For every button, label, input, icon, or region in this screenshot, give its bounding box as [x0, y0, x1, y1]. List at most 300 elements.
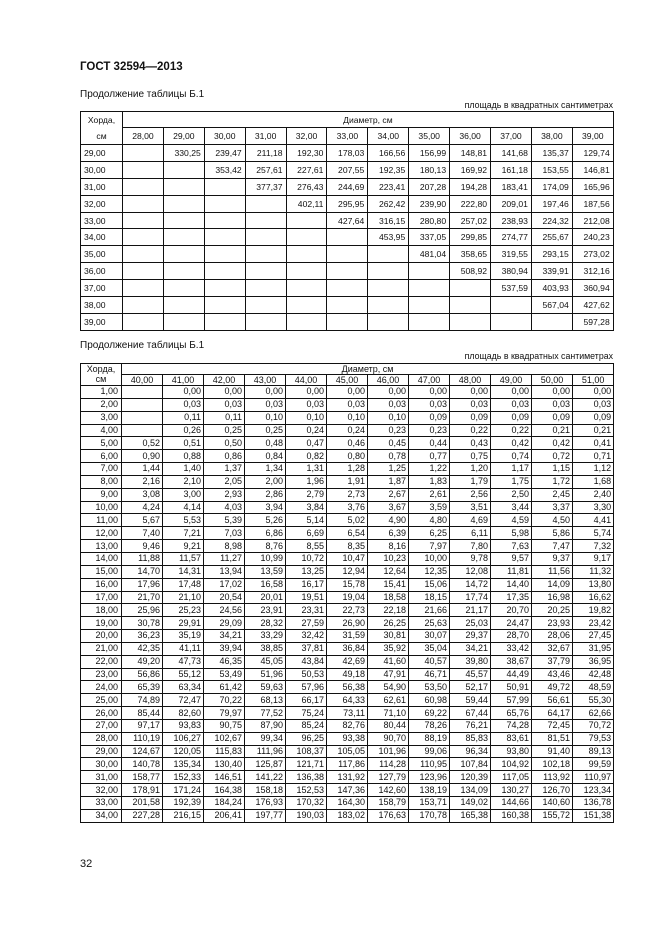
- area-cell: 11,88: [122, 552, 163, 565]
- area-cell: 158,79: [368, 797, 409, 810]
- area-cell: 216,15: [163, 809, 204, 822]
- diameter-column-header: 33,00: [327, 128, 368, 145]
- table-row: [81, 565, 614, 578]
- area-cell: 3,30: [573, 501, 614, 514]
- chord-header-unit: см: [81, 375, 122, 386]
- area-cell: 0,03: [532, 398, 573, 411]
- diameter-column-header: 41,00: [163, 375, 204, 386]
- area-cell: 1,44: [122, 463, 163, 476]
- diameter-column-header: 36,00: [450, 128, 491, 145]
- chord-cell: 11,00: [81, 514, 122, 527]
- chord-cell: 21,00: [81, 642, 122, 655]
- area-cell: 130,40: [204, 758, 245, 771]
- chord-header-unit: см: [81, 128, 123, 145]
- area-cell: [122, 411, 163, 424]
- diameter-column-header: 29,00: [163, 128, 204, 145]
- area-cell: 2,45: [532, 488, 573, 501]
- area-cell: 0,72: [532, 450, 573, 463]
- area-cell: 82,76: [327, 719, 368, 732]
- area-cell: 76,21: [450, 719, 491, 732]
- area-cell: 16,17: [286, 578, 327, 591]
- area-cell: 295,95: [327, 195, 368, 212]
- chord-cell: 29,00: [81, 745, 122, 758]
- chord-cell: 37,00: [81, 280, 123, 297]
- area-cell: [123, 178, 164, 195]
- area-cell: 2,56: [450, 488, 491, 501]
- diameter-column-header: 30,00: [204, 128, 245, 145]
- table1: [80, 111, 614, 331]
- table-row: [81, 604, 614, 617]
- area-cell: [163, 212, 204, 229]
- area-cell: 160,38: [491, 809, 532, 822]
- area-cell: 201,58: [122, 797, 163, 810]
- table-row: [81, 246, 614, 263]
- area-cell: 1,87: [368, 475, 409, 488]
- area-cell: 115,83: [204, 745, 245, 758]
- table-row: [81, 655, 614, 668]
- area-cell: 50,53: [286, 668, 327, 681]
- chord-header: Хорда,: [81, 364, 122, 375]
- area-cell: 0,26: [163, 424, 204, 437]
- area-cell: 99,34: [245, 732, 286, 745]
- table-row: [81, 668, 614, 681]
- area-cell: 8,98: [204, 540, 245, 553]
- area-cell: 174,09: [531, 178, 572, 195]
- area-cell: 3,84: [286, 501, 327, 514]
- area-cell: 239,90: [409, 195, 450, 212]
- area-cell: 97,17: [122, 719, 163, 732]
- area-cell: 4,69: [450, 514, 491, 527]
- area-cell: 5,67: [122, 514, 163, 527]
- area-cell: [368, 297, 409, 314]
- area-cell: 79,97: [204, 707, 245, 720]
- area-cell: 0,03: [573, 398, 614, 411]
- table-row: [81, 809, 614, 822]
- area-cell: 2,10: [163, 475, 204, 488]
- area-cell: 87,90: [245, 719, 286, 732]
- area-cell: 7,32: [573, 540, 614, 553]
- area-cell: 22,18: [368, 604, 409, 617]
- area-cell: 11,32: [573, 565, 614, 578]
- chord-cell: 20,00: [81, 630, 122, 643]
- chord-cell: 32,00: [81, 784, 122, 797]
- area-cell: 45,05: [245, 655, 286, 668]
- area-cell: 6,54: [327, 527, 368, 540]
- area-cell: 120,39: [450, 771, 491, 784]
- area-cell: 41,11: [163, 642, 204, 655]
- area-cell: 170,32: [286, 797, 327, 810]
- area-cell: [204, 246, 245, 263]
- page-number: 32: [80, 858, 93, 870]
- chord-cell: 3,00: [81, 411, 122, 424]
- area-cell: 0,21: [532, 424, 573, 437]
- chord-cell: 28,00: [81, 732, 122, 745]
- area-cell: 0,22: [491, 424, 532, 437]
- area-cell: 4,90: [368, 514, 409, 527]
- area-cell: 156,99: [409, 145, 450, 162]
- chord-header: Хорда,: [81, 112, 123, 128]
- area-cell: 169,92: [450, 161, 491, 178]
- area-cell: 6,25: [409, 527, 450, 540]
- diameter-column-header: 50,00: [532, 375, 573, 386]
- area-cell: [163, 195, 204, 212]
- area-cell: 239,47: [204, 145, 245, 162]
- area-cell: 4,50: [532, 514, 573, 527]
- area-cell: 129,74: [572, 145, 613, 162]
- area-cell: 176,93: [245, 797, 286, 810]
- area-cell: 64,17: [532, 707, 573, 720]
- area-cell: 29,37: [450, 630, 491, 643]
- area-cell: [204, 280, 245, 297]
- area-cell: 0,82: [286, 450, 327, 463]
- area-cell: 0,10: [245, 411, 286, 424]
- area-cell: 105,05: [327, 745, 368, 758]
- table-row: [81, 195, 614, 212]
- area-cell: 124,67: [122, 745, 163, 758]
- area-cell: 353,42: [204, 161, 245, 178]
- area-cell: 0,09: [450, 411, 491, 424]
- area-cell: 206,41: [204, 809, 245, 822]
- area-cell: 117,86: [327, 758, 368, 771]
- area-cell: [245, 195, 286, 212]
- area-cell: 45,57: [450, 668, 491, 681]
- chord-cell: 38,00: [81, 297, 123, 314]
- area-cell: 192,35: [368, 161, 409, 178]
- area-cell: [123, 263, 164, 280]
- area-cell: 9,17: [573, 552, 614, 565]
- area-cell: 0,09: [573, 411, 614, 424]
- area-cell: 0,90: [122, 450, 163, 463]
- area-cell: [327, 229, 368, 246]
- area-cell: 312,16: [572, 263, 613, 280]
- area-cell: 380,94: [491, 263, 532, 280]
- area-cell: 0,00: [368, 386, 409, 399]
- area-cell: 164,30: [327, 797, 368, 810]
- table-row: [81, 212, 614, 229]
- area-cell: 0,03: [327, 398, 368, 411]
- area-cell: 149,02: [450, 797, 491, 810]
- area-cell: [491, 313, 532, 330]
- area-cell: 23,31: [286, 604, 327, 617]
- area-cell: 37,81: [286, 642, 327, 655]
- area-cell: 0,23: [409, 424, 450, 437]
- area-cell: 183,41: [491, 178, 532, 195]
- chord-cell: 4,00: [81, 424, 122, 437]
- area-cell: 125,87: [245, 758, 286, 771]
- area-cell: 43,84: [286, 655, 327, 668]
- area-cell: 32,42: [286, 630, 327, 643]
- area-cell: 69,22: [409, 707, 450, 720]
- area-cell: 3,67: [368, 501, 409, 514]
- area-cell: 135,34: [163, 758, 204, 771]
- area-cell: 21,70: [122, 591, 163, 604]
- area-cell: 257,61: [245, 161, 286, 178]
- chord-cell: 29,00: [81, 145, 123, 162]
- area-cell: 56,38: [327, 681, 368, 694]
- area-cell: 165,38: [450, 809, 491, 822]
- table-row: [81, 178, 614, 195]
- diameter-column-header: 39,00: [572, 128, 613, 145]
- area-cell: [368, 246, 409, 263]
- chord-cell: 34,00: [81, 809, 122, 822]
- area-cell: 1,34: [245, 463, 286, 476]
- area-cell: [368, 313, 409, 330]
- area-cell: 151,38: [573, 809, 614, 822]
- area-cell: 5,02: [327, 514, 368, 527]
- area-cell: 1,75: [491, 475, 532, 488]
- table-row: [81, 552, 614, 565]
- area-cell: 52,17: [450, 681, 491, 694]
- area-cell: 61,42: [204, 681, 245, 694]
- area-cell: 64,33: [327, 694, 368, 707]
- area-cell: 99,59: [573, 758, 614, 771]
- table-row: [81, 642, 614, 655]
- chord-cell: 7,00: [81, 463, 122, 476]
- area-cell: 5,86: [532, 527, 573, 540]
- area-cell: 3,59: [409, 501, 450, 514]
- area-cell: 55,30: [573, 694, 614, 707]
- area-cell: [245, 212, 286, 229]
- area-cell: 14,72: [450, 578, 491, 591]
- area-cell: 1,68: [573, 475, 614, 488]
- area-cell: 141,68: [491, 145, 532, 162]
- area-cell: 178,03: [327, 145, 368, 162]
- area-cell: 99,06: [409, 745, 450, 758]
- area-cell: 110,95: [409, 758, 450, 771]
- chord-cell: 22,00: [81, 655, 122, 668]
- diameter-column-header: 49,00: [491, 375, 532, 386]
- area-cell: 134,09: [450, 784, 491, 797]
- area-cell: [245, 229, 286, 246]
- area-cell: 6,69: [286, 527, 327, 540]
- area-cell: 30,78: [122, 617, 163, 630]
- table-row: [81, 161, 614, 178]
- area-cell: 0,51: [163, 437, 204, 450]
- area-cell: 0,24: [327, 424, 368, 437]
- area-cell: 63,34: [163, 681, 204, 694]
- area-cell: 222,80: [450, 195, 491, 212]
- area-cell: 135,37: [531, 145, 572, 162]
- area-cell: [368, 263, 409, 280]
- area-cell: 81,51: [532, 732, 573, 745]
- table-row: [81, 280, 614, 297]
- chord-cell: 15,00: [81, 565, 122, 578]
- table-row: [81, 463, 614, 476]
- area-cell: 0,09: [532, 411, 573, 424]
- area-cell: 146,51: [204, 771, 245, 784]
- area-cell: 4,41: [573, 514, 614, 527]
- table-row: [81, 229, 614, 246]
- area-cell: 70,72: [573, 719, 614, 732]
- area-cell: [286, 313, 327, 330]
- area-cell: 0,41: [573, 437, 614, 450]
- area-cell: 597,28: [572, 313, 613, 330]
- area-cell: 7,40: [122, 527, 163, 540]
- area-cell: 7,97: [409, 540, 450, 553]
- area-cell: 0,88: [163, 450, 204, 463]
- area-cell: [163, 313, 204, 330]
- area-cell: 30,07: [409, 630, 450, 643]
- area-cell: 567,04: [531, 297, 572, 314]
- area-cell: 47,91: [368, 668, 409, 681]
- area-cell: 23,93: [532, 617, 573, 630]
- area-cell: 62,66: [573, 707, 614, 720]
- area-cell: 47,73: [163, 655, 204, 668]
- area-cell: 0,09: [491, 411, 532, 424]
- table-row: [81, 437, 614, 450]
- area-cell: 50,91: [491, 681, 532, 694]
- area-cell: 8,55: [286, 540, 327, 553]
- area-cell: 27,45: [573, 630, 614, 643]
- area-cell: 403,93: [531, 280, 572, 297]
- area-cell: 257,02: [450, 212, 491, 229]
- area-cell: 25,96: [122, 604, 163, 617]
- diameter-column-header: 37,00: [491, 128, 532, 145]
- table-row: [81, 745, 614, 758]
- area-cell: 59,44: [450, 694, 491, 707]
- area-cell: 57,99: [491, 694, 532, 707]
- area-cell: 24,56: [204, 604, 245, 617]
- table-row: [81, 263, 614, 280]
- area-cell: 9,78: [450, 552, 491, 565]
- area-cell: 10,00: [409, 552, 450, 565]
- area-cell: 8,16: [368, 540, 409, 553]
- area-cell: 41,60: [368, 655, 409, 668]
- area-cell: 5,26: [245, 514, 286, 527]
- area-cell: 65,39: [122, 681, 163, 694]
- area-cell: 3,76: [327, 501, 368, 514]
- area-cell: 36,84: [327, 642, 368, 655]
- area-cell: 77,52: [245, 707, 286, 720]
- area-cell: 14,09: [532, 578, 573, 591]
- area-cell: [123, 297, 164, 314]
- area-cell: 12,64: [368, 565, 409, 578]
- area-cell: 0,09: [409, 411, 450, 424]
- area-cell: 17,35: [491, 591, 532, 604]
- area-cell: 7,21: [163, 527, 204, 540]
- area-cell: [204, 263, 245, 280]
- chord-cell: 36,00: [81, 263, 123, 280]
- area-cell: 0,03: [163, 398, 204, 411]
- chord-cell: 5,00: [81, 437, 122, 450]
- area-cell: 17,48: [163, 578, 204, 591]
- area-cell: 71,10: [368, 707, 409, 720]
- area-cell: 1,22: [409, 463, 450, 476]
- area-cell: 131,92: [327, 771, 368, 784]
- table-row: [81, 784, 614, 797]
- area-cell: 0,03: [368, 398, 409, 411]
- chord-cell: 24,00: [81, 681, 122, 694]
- area-cell: 1,83: [409, 475, 450, 488]
- area-cell: 93,38: [327, 732, 368, 745]
- area-cell: 12,08: [450, 565, 491, 578]
- area-cell: 339,91: [531, 263, 572, 280]
- area-cell: 183,02: [327, 809, 368, 822]
- area-cell: 2,00: [245, 475, 286, 488]
- area-cell: 0,48: [245, 437, 286, 450]
- area-cell: 2,16: [122, 475, 163, 488]
- area-cell: 197,77: [245, 809, 286, 822]
- area-cell: 8,76: [245, 540, 286, 553]
- area-cell: 80,44: [368, 719, 409, 732]
- area-cell: 10,47: [327, 552, 368, 565]
- diameter-column-header: 35,00: [409, 128, 450, 145]
- table-row: [81, 386, 614, 399]
- area-cell: 36,95: [573, 655, 614, 668]
- diameter-column-header: 38,00: [531, 128, 572, 145]
- area-cell: 75,24: [286, 707, 327, 720]
- area-cell: 88,19: [409, 732, 450, 745]
- area-cell: 180,13: [409, 161, 450, 178]
- area-cell: 40,57: [409, 655, 450, 668]
- area-cell: 0,80: [327, 450, 368, 463]
- table2: [80, 363, 614, 823]
- diameter-column-header: 28,00: [123, 128, 164, 145]
- area-cell: 0,84: [245, 450, 286, 463]
- area-cell: 57,96: [286, 681, 327, 694]
- area-cell: 20,25: [532, 604, 573, 617]
- area-cell: 4,80: [409, 514, 450, 527]
- area-cell: 0,03: [245, 398, 286, 411]
- diameter-column-header: 34,00: [368, 128, 409, 145]
- area-cell: 7,63: [491, 540, 532, 553]
- area-cell: 18,15: [409, 591, 450, 604]
- table-row: [81, 578, 614, 591]
- area-cell: [123, 313, 164, 330]
- area-cell: 5,74: [573, 527, 614, 540]
- area-cell: 20,54: [204, 591, 245, 604]
- area-cell: 17,96: [122, 578, 163, 591]
- area-cell: 0,00: [491, 386, 532, 399]
- area-cell: 6,39: [368, 527, 409, 540]
- area-cell: 2,61: [409, 488, 450, 501]
- area-cell: 171,24: [163, 784, 204, 797]
- area-cell: 330,25: [163, 145, 204, 162]
- area-cell: 56,61: [532, 694, 573, 707]
- area-cell: 166,56: [368, 145, 409, 162]
- area-cell: 164,38: [204, 784, 245, 797]
- area-cell: 54,90: [368, 681, 409, 694]
- area-cell: [204, 178, 245, 195]
- area-cell: 51,96: [245, 668, 286, 681]
- area-cell: 144,66: [491, 797, 532, 810]
- chord-cell: 30,00: [81, 758, 122, 771]
- diameter-column-header: 31,00: [245, 128, 286, 145]
- area-cell: 25,03: [450, 617, 491, 630]
- area-cell: 1,15: [532, 463, 573, 476]
- area-cell: 17,74: [450, 591, 491, 604]
- area-cell: [122, 386, 163, 399]
- area-cell: 2,40: [573, 488, 614, 501]
- area-cell: 192,39: [163, 797, 204, 810]
- area-cell: 0,00: [163, 386, 204, 399]
- area-cell: 1,37: [204, 463, 245, 476]
- area-cell: 35,19: [163, 630, 204, 643]
- area-cell: 1,79: [450, 475, 491, 488]
- area-cell: [204, 313, 245, 330]
- area-cell: 2,79: [286, 488, 327, 501]
- area-cell: 123,34: [573, 784, 614, 797]
- area-cell: 5,39: [204, 514, 245, 527]
- area-cell: 0,74: [491, 450, 532, 463]
- area-cell: 82,60: [163, 707, 204, 720]
- area-cell: 0,25: [245, 424, 286, 437]
- area-cell: 102,67: [204, 732, 245, 745]
- area-cell: 427,64: [327, 212, 368, 229]
- area-cell: [204, 195, 245, 212]
- area-cell: 96,34: [450, 745, 491, 758]
- area-cell: 15,78: [327, 578, 368, 591]
